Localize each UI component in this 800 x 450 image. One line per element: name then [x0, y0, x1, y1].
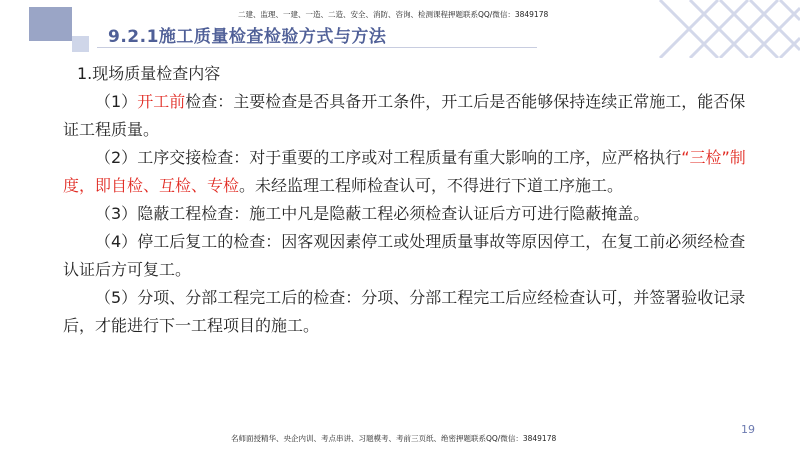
- header-contact-note: 二建、监理、一建、一造、二造、安全、消防、咨询、检测课程押题联系QQ/微信：3849178: [238, 10, 549, 19]
- item-1: [63, 88, 753, 144]
- item-3-prefix: （3）: [95, 204, 138, 223]
- item-2-highlight: “三检”制度，即自检、互检、专检: [63, 148, 746, 195]
- corner-lattice-decoration: [650, 0, 800, 58]
- item-1-text: 检查：主要检查是否具备开工条件，开工后是否能够保持连续正常施工，能否保证工程质量。: [63, 92, 746, 139]
- title-underline: [97, 47, 537, 48]
- page-number: 19: [741, 423, 755, 436]
- section-heading: 1.现场质量检查内容: [77, 64, 221, 83]
- footer-contact-note: 名师面授精华、央企内训、考点串讲、习题模考、考前三页纸、绝密押题联系QQ/微信：3849178: [231, 434, 557, 443]
- item-5-text: 分项、分部工程完工后的检查：分项、分部工程完工后应经检查认可，并签署验收记录后，才能进行下一工程项目的施工。: [63, 288, 746, 335]
- slide-title: 9.2.1施工质量检查检验方式与方法: [108, 27, 387, 47]
- item-2: [63, 144, 753, 200]
- item-1-prefix: （1）: [95, 92, 138, 111]
- item-5-prefix: （5）: [95, 288, 138, 307]
- item-2-prefix: （2）: [95, 148, 138, 167]
- item-2-text: 工序交接检查：对于重要的工序或对工程质量有重大影响的工序，应严格执行: [137, 148, 682, 167]
- item-3-text: 隐蔽工程检查：施工中凡是隐蔽工程必须检查认证后方可进行隐蔽掩盖。: [137, 204, 650, 223]
- item-4-prefix: （4）: [95, 232, 138, 251]
- item-5: [63, 284, 753, 340]
- item-1-highlight: 开工前: [137, 92, 186, 111]
- slide-content: [63, 60, 753, 340]
- decorative-square-dark: [29, 7, 72, 41]
- item-4: [63, 228, 753, 284]
- item-3: [63, 200, 753, 228]
- item-2-text-end: 。未经监理工程师检查认可，不得进行下道工序施工。: [239, 176, 624, 195]
- decorative-square-light: [72, 36, 89, 52]
- item-4-text: 停工后复工的检查：因客观因素停工或处理质量事故等原因停工，在复工前必须经检查认证后方可复工。: [63, 232, 746, 279]
